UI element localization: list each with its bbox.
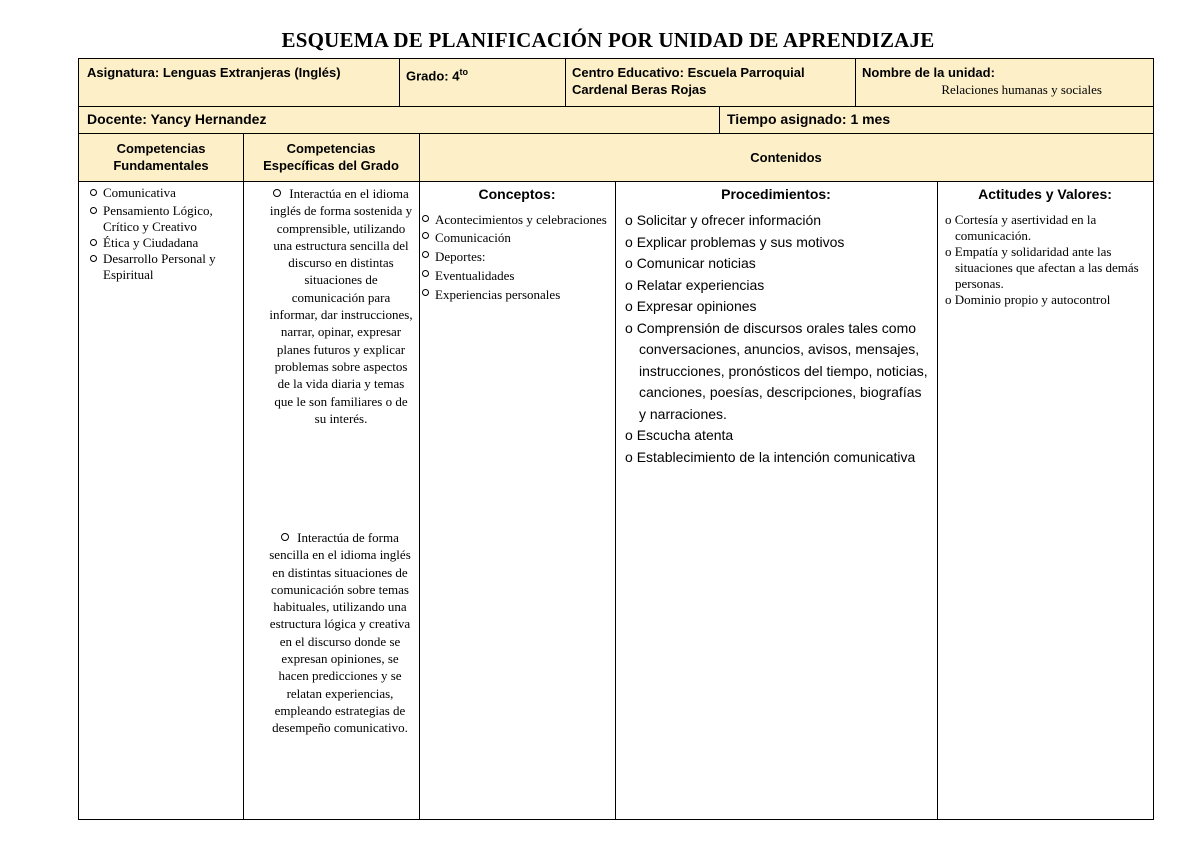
list-item: o Relatar experiencias (625, 275, 931, 297)
asignatura-label: Asignatura: Lenguas Extranjeras (Inglés) (87, 65, 341, 80)
header-especificas (243, 136, 419, 178)
list-item: o Cortesía y asertividad en la comunicación. (945, 212, 1149, 244)
grado-superscript: to (459, 67, 468, 77)
rule-3 (79, 181, 1153, 182)
vrule-r1-c (855, 59, 856, 106)
list-item: o Explicar problemas y sus motivos (625, 232, 931, 254)
list-item: o Empatía y solidaridad ante las situaciones que afectan a las demás personas. (945, 244, 1149, 292)
list-item: o Comprensión de discursos orales tales como conversaciones, anuncios, avisos, mensajes, instrucciones, pronósticos del tiempo, noticias, canciones, poesías, descripciones, biografías y narraciones. (625, 318, 931, 426)
tiempo-value: 1 mes (850, 111, 891, 127)
list-item: o Dominio propio y autocontrol (945, 292, 1149, 308)
list-item: Comunicativa (89, 185, 237, 201)
grado-label (406, 64, 566, 84)
vrule-col-2 (419, 133, 420, 819)
list-item: o Solicitar y ofrecer información (625, 210, 931, 232)
list-item: o Expresar opiniones (625, 296, 931, 318)
vrule-col-3 (615, 181, 616, 819)
list-item: o Comunicar noticias (625, 253, 931, 275)
list-item: o Establecimiento de la intención comunicativa (625, 447, 931, 469)
list-item: Ética y Ciudadana (89, 235, 237, 251)
document-title: ESQUEMA DE PLANIFICACIÓN POR UNIDAD DE APRENDIZAJE (281, 28, 935, 52)
conceptos-list (421, 211, 611, 304)
grado-text: Grado: 4 (406, 68, 460, 84)
header-esp-line2: Específicas del Grado (263, 158, 399, 173)
vrule-r1-b (565, 59, 566, 106)
header-contenidos: Contenidos (750, 149, 822, 165)
fundamentales-list (89, 185, 237, 283)
bullet-icon (273, 189, 281, 197)
especifica-1-text: Interactúa en el idioma inglés de forma sostenida y comprensible, utilizando una estructura sencilla del discurso en distintas situaciones de comunicación para informar, dar instrucciones, narrar, opinar, expresar planes futuros y explicar problemas sobre aspectos de la vida diaria y temas que le son familiares o de su interés. (269, 186, 413, 426)
centro-educativo-label (572, 64, 857, 98)
especifica-2-text: Interactúa de forma sencilla en el idioma inglés en distintas situaciones de comunicación sobre temas habituales, utilizando una estructura lógica y creativa en el discurso donde se expresan opiniones, se hacen predicciones y se relatan experiencias, empleando estrategias de desempeño comunicativo. (269, 530, 411, 736)
unidad-label: Nombre de la unidad: (862, 65, 995, 80)
actitudes-list (945, 212, 1149, 308)
list-item: Acontecimientos y celebraciones (421, 211, 611, 228)
especifica-2 (267, 529, 413, 737)
especifica-1 (269, 185, 413, 427)
rule-1 (79, 106, 1153, 107)
list-item: Eventualidades (421, 266, 611, 285)
centro-line-2: Cardenal Beras Rojas (572, 82, 707, 97)
list-item: o Escucha atenta (625, 425, 931, 447)
actitudes-heading: Actitudes y Valores: (978, 186, 1112, 202)
header-fund-line2: Fundamentales (113, 158, 209, 173)
header-fund-line1: Competencias (116, 141, 206, 156)
centro-line-1: Centro Educativo: Escuela Parroquial (572, 65, 805, 80)
tiempo-label: Tiempo asignado: (727, 111, 847, 127)
header-esp-line1: Competencias (286, 141, 376, 156)
vrule-r1-a (399, 59, 400, 106)
list-item: Comunicación (421, 228, 611, 247)
list-item: Experiencias personales (421, 285, 611, 304)
vrule-r2 (719, 106, 720, 133)
bullet-icon (281, 533, 289, 541)
header-fundamentales (79, 136, 243, 178)
vrule-col-4 (937, 181, 938, 819)
docente-label: Docente: Yancy Hernandez (87, 111, 267, 127)
planning-table (78, 58, 1154, 820)
list-item: Pensamiento Lógico, Crítico y Creativo (89, 203, 237, 235)
tiempo-asignado (727, 111, 1057, 128)
conceptos-heading: Conceptos: (478, 186, 556, 202)
vrule-col-1 (243, 133, 244, 819)
unidad-value: Relaciones humanas y sociales (941, 82, 1102, 97)
rule-2 (79, 133, 1153, 134)
list-item: Deportes: (421, 247, 611, 266)
procedimientos-list (625, 210, 931, 468)
list-item: Desarrollo Personal y Espiritual (89, 251, 237, 283)
procedimientos-heading: Procedimientos: (721, 186, 831, 202)
